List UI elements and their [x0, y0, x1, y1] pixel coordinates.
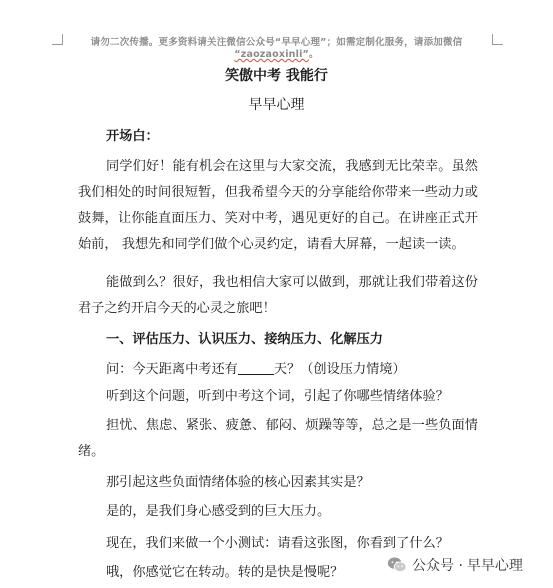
- answer-3: 是的，是我们身心感受到的巨大压力。: [106, 504, 331, 519]
- wechat-watermark: [386, 553, 523, 577]
- page-header-notice: [60, 37, 493, 61]
- question-1: [78, 357, 478, 383]
- question-1-after: 天？（创设压力情境）: [273, 362, 406, 377]
- document-title: 笑傲中考 我能行: [225, 68, 328, 84]
- question-2: 听到这个问题，听到中考这个词，引起了你哪些情绪体验？: [106, 389, 449, 404]
- question-3: 那引起这些负面情绪体验的核心因素其实是？: [106, 475, 370, 490]
- section-1-heading: 一、评估压力、认识压力、接纳压力、化解压力: [106, 332, 383, 347]
- document-author: 早早心理: [248, 97, 305, 113]
- header-wechat-id: “zaozaoxinli”: [234, 49, 309, 60]
- watermark-prefix: 公众号 ·: [412, 558, 463, 574]
- crop-mark-top-right: [492, 34, 503, 45]
- header-notice-text: 请勿二次传播。更多资料请关注微信公众号“早早心理”；如需定制化服务，请添加微信: [90, 37, 463, 48]
- watermark-name: 早早心理: [466, 558, 523, 574]
- answer-4: 哦，你感觉它在转动。转的是快是慢呢？: [106, 565, 344, 580]
- wechat-icon: [386, 554, 408, 576]
- opening-paragraph-2: 能做到么？很好，我也相信大家可以做到，那就让我们带着这份君子之约开启今天的心灵之旅吧！: [78, 275, 478, 316]
- opening-heading: 开场白：: [106, 129, 159, 144]
- answer-2: 担忧、焦虑、紧张、疲惫、郁闷、烦躁等等，总之是一些负面情绪。: [78, 418, 478, 459]
- fill-in-blank: [238, 360, 274, 375]
- question-1-before: 问：今天距离中考还有: [106, 362, 238, 377]
- header-notice-end: 。: [308, 49, 319, 60]
- opening-paragraph-1: 同学们好！能有机会在这里与大家交流，我感到无比荣幸。虽然我们相处的时间很短暂，但我希望今天的分享能给你带来一些动力或鼓舞，让你能直面压力、笑对中考，遇见更好的自己。在讲座正式开始前， 我想先和同学们做个心灵约定，请看大屏幕，一起读一读。: [78, 159, 478, 252]
- question-4: 现在，我们来做一个小测试：请看这张图，你看到了什么？: [106, 536, 449, 551]
